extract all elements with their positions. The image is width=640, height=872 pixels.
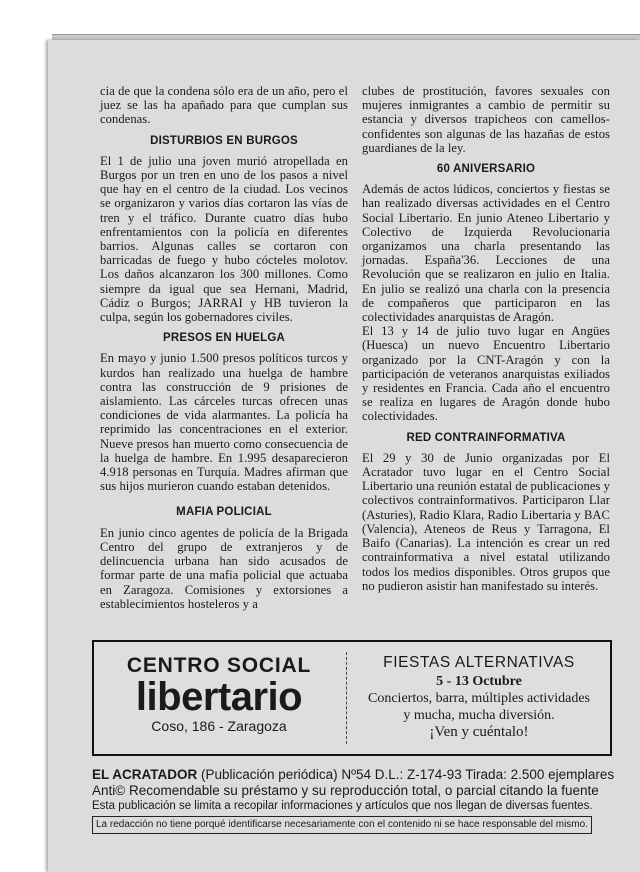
ad-line-2: y mucha, mucha diversión.	[403, 708, 555, 723]
colophon-line-2: Anti© Recomendable su préstamo y su reproducción total, o parcial citando la fuente	[92, 783, 599, 798]
ad-divider	[346, 652, 348, 744]
heading-disturbios-en-burgos: DISTURBIOS EN BURGOS	[150, 134, 298, 147]
ad-centro-social-title: CENTRO SOCIAL	[126, 654, 312, 677]
heading-60-aniversario: 60 ANIVERSARIO	[436, 163, 536, 176]
colophon-disclaimer: La redacción no tiene porqué identificarse necesariamente con el contenido ni se hace responsable del mismo.	[92, 816, 592, 834]
ad-line-1: Conciertos, barra, múltiples actividades	[368, 691, 590, 706]
publication-details: (Publicación periódica) Nº54 D.L.: Z-174-93 Tirada: 2.500 ejemplares	[197, 767, 615, 782]
heading-mafia-policial: MAFIA POLICIAL	[176, 506, 272, 519]
publication-name: EL ACRATADOR	[92, 767, 198, 782]
colophon-line-1	[92, 767, 615, 783]
article-aniversario-body: Además de actos lúdicos, conciertos y fiestas se han realizado diversas actividades en el Centro Social Libertario. En junio Ateneo Libertario y Colectivo de Izquierda Revolucionaria organizamos una charla presentando las jornadas. España'36. Lecciones de una Revolución que se realizaron en julio en Italia. En julio se realizó una charla con la presencia de compañeros que participaron en las colectividades anarquistas de Aragón.	[362, 182, 610, 325]
colophon-line-3: Esta publicación se limita a recopilar informaciones y artículos que nos llegan de diversas fuentes.	[92, 800, 593, 812]
article-red-body: El 29 y 30 de Junio organizadas por El Acratador tuvo lugar en el Centro Social Libertario una reunión estatal de publicaciones y colectivos contrainformativos. Participaron Llar (Asturies), Radio Klara, Radio Libertaria y BAC (Valencia), Ateneos de Reus y Tarragona, El Baifo (Canarias). La intención es crear un red contrainformativa a nivel estatal utilizando todos los medios disponibles. Otros grupos que no pudieron asistir han manifestado su interés.	[362, 450, 610, 593]
right-intro-paragraph: clubes de prostitución, favores sexuales con mujeres inmigrantes a cambio de permitir su estancia y diversos trapicheos con camellos-confidentes son algunas de las hazañas de estos guardianes de la ley.	[362, 84, 610, 155]
ad-dates: 5 - 13 Octubre	[436, 674, 522, 689]
ad-centro-social	[94, 642, 344, 754]
advertisement-box	[92, 640, 612, 756]
ad-address: Coso, 186 - Zaragoza	[151, 718, 287, 734]
left-column	[100, 84, 348, 611]
article-disturbios-body: El 1 de julio una joven murió atropellada en Burgos por un tren en uno de los pasos a nivel que hay en el centro de la ciudad. Los vecinos se organizaron y varios días cortaron las vías de tren y el tráfico. Durante cuatro días hubo enfrentamientos con la policía en diferentes barrios. Algunas calles se cortaron con barricadas de fuego y hubo cócteles molotov. Los daños alcanzaron los 300 millones. Como siempre da igual que sea Hernani, Madrid, Cádiz o Burgos; JARRAI y HB tuvieron la culpa, según los gobernadores civiles.	[100, 153, 348, 325]
article-presos-body: En mayo y junio 1.500 presos políticos turcos y kurdos han realizado una huelga de hambre contra las construcción de 9 prisiones de aislamiento. Las cárceles turcas ofrecen unas condiciones de vida alarmantes. La policía ha reprimido las concentraciones en el exterior. Nueve presos han muerto como consecuencia de la huelga de hambre. En 1.995 desaparecieron 4.918 personas en Turquía. Madres afirman que sus hijos murieron cuando estaban detenidos.	[100, 351, 348, 494]
article-aniversario-body-2: El 13 y 14 de julio tuvo lugar en Angües (Huesca) un nuevo Encuentro Libertario organizado por la CNT-Aragón y con la participación de veteranos anarquistas exiliados y residentes en Francia. Cada año el encuentro se realiza en lugares de Aragón donde hubo colectividades.	[362, 324, 610, 424]
heading-red-contrainformativa: RED CONTRAINFORMATIVA	[406, 431, 566, 444]
colophon	[92, 767, 615, 834]
heading-presos-en-huelga: PRESOS EN HUELGA	[162, 332, 286, 345]
ad-fiestas	[350, 642, 608, 754]
right-column	[362, 84, 610, 593]
ad-fiestas-title: FIESTAS ALTERNATIVAS	[383, 654, 575, 671]
ad-line-3: ¡Ven y cuéntalo!	[429, 724, 529, 740]
ad-libertario-title: libertario	[135, 675, 303, 719]
article-mafia-body: En junio cinco agentes de policía de la Brigada Centro del grupo de extranjeros y de delincuencia urbana han sido acusados de formar parte de una mafia policial que actuaba en Zaragoza. Comisiones y extorsiones a establecimientos hosteleros y a	[100, 525, 348, 611]
left-intro-paragraph: cia de que la condena sólo era de un año, pero el juez se las ha apañado para que cumplan sus condenas.	[100, 84, 348, 127]
